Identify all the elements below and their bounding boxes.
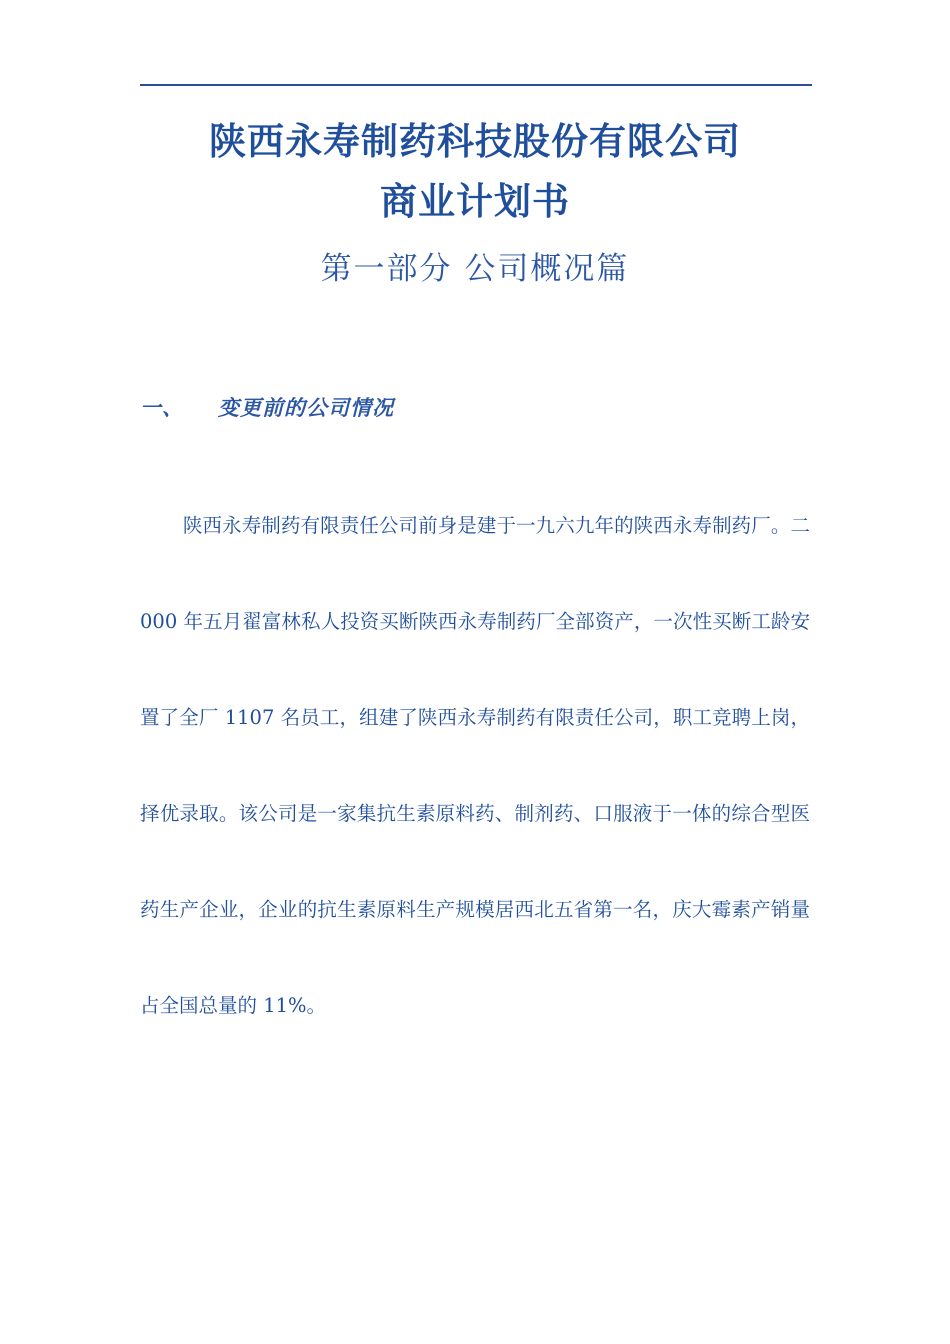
document-title-line-2: 商业计划书 (380, 180, 570, 223)
title-block (140, 112, 810, 292)
section-number: 一、 (140, 396, 184, 420)
body-text (140, 478, 810, 1054)
document-subtitle: 第一部分 公司概况篇 (320, 251, 630, 287)
section-heading (140, 392, 810, 422)
paragraph-1: 陕西永寿制药有限责任公司前身是建于一九六九年的陕西永寿制药厂。二 000 年五月翟富林私人投资买断陕西永寿制药厂全部资产，一次性买断工龄安置了全厂 1107 名员工，组建了陕西永寿制药有限责任公司，职工竞聘上岗，择优录取。该公司是一家集抗生素原料药、制剂药、口服液于一体的综合型医药生产企业，企业的抗生素原料生产规模居西北五省第一名，庆大霉素产销量占全国总量的 11%。 (140, 514, 810, 1017)
header-divider (140, 84, 812, 86)
section-title: 变更前的公司情况 (218, 396, 394, 420)
document-title-line-1: 陕西永寿制药科技股份有限公司 (209, 120, 741, 163)
